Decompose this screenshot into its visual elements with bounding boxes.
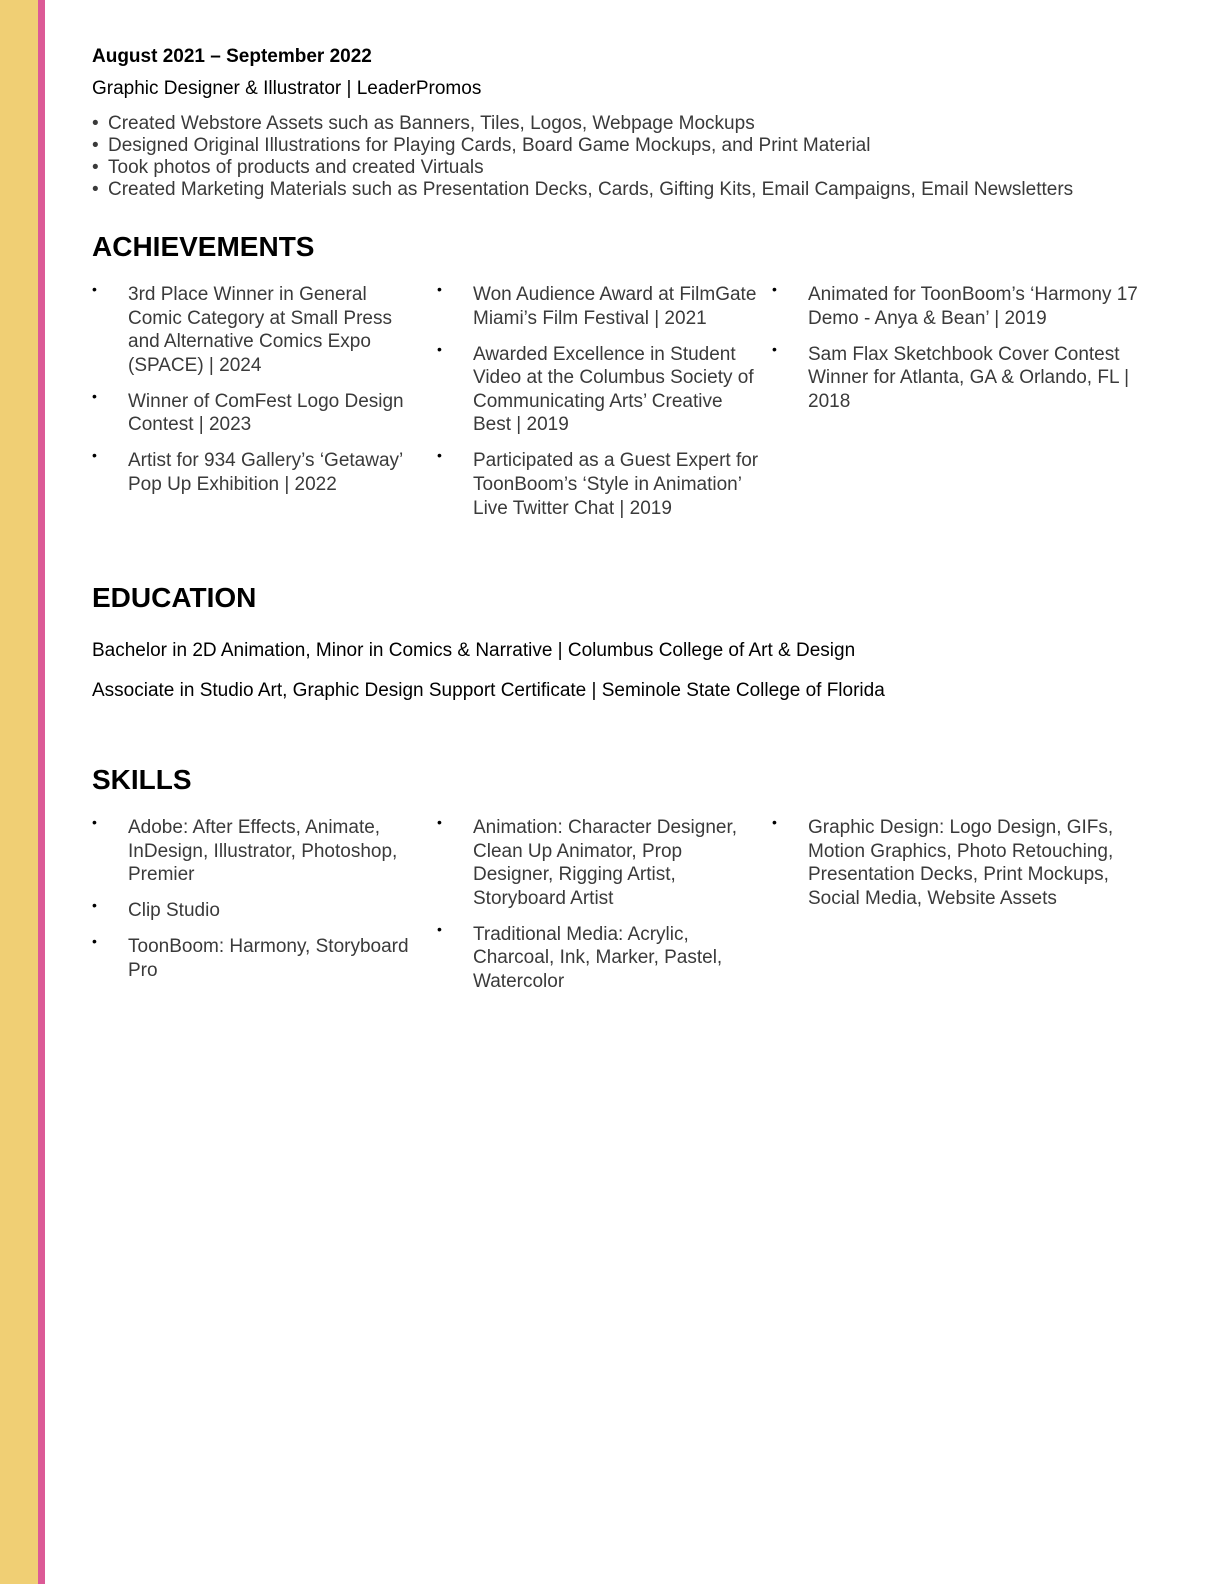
job-bullet: • Took photos of products and created Virtuals xyxy=(92,157,1073,179)
skill-item: • Graphic Design: Logo Design, GIFs, Motion Graphics, Photo Retouching, Presentation Decks, Print Mockups, Social Media, Website Assets xyxy=(772,816,1144,910)
achievement-item: • Winner of ComFest Logo Design Contest | 2023 xyxy=(92,390,422,437)
skill-item: • ToonBoom: Harmony, Storyboard Pro xyxy=(92,935,427,982)
education-entry: Bachelor in 2D Animation, Minor in Comics & Narrative | Columbus College of Art & Design xyxy=(92,640,856,661)
skills-column-2 xyxy=(437,816,762,1006)
job-bullet: • Created Marketing Materials such as Presentation Decks, Cards, Gifting Kits, Email Campaigns, Email Newsletters xyxy=(92,179,1073,201)
skill-item: • Adobe: After Effects, Animate, InDesign, Illustrator, Photoshop, Premier xyxy=(92,816,427,887)
left-decorative-bar xyxy=(0,0,38,1584)
skill-item: • Clip Studio xyxy=(92,899,427,923)
achievement-item: • 3rd Place Winner in General Comic Category at Small Press and Alternative Comics Expo (SPACE) | 2024 xyxy=(92,283,422,377)
achievements-column-2 xyxy=(437,283,762,533)
achievement-item: • Artist for 934 Gallery’s ‘Getaway’ Pop Up Exhibition | 2022 xyxy=(92,449,422,496)
achievement-item: • Animated for ToonBoom’s ‘Harmony 17 Demo - Anya & Bean’ | 2019 xyxy=(772,283,1144,330)
achievements-column-1 xyxy=(92,283,422,509)
job-role: Graphic Designer & Illustrator | LeaderPromos xyxy=(92,78,482,99)
education-entry: Associate in Studio Art, Graphic Design Support Certificate | Seminole State College of Florida xyxy=(92,680,885,701)
achievements-column-3 xyxy=(772,283,1144,426)
job-bullet: • Created Webstore Assets such as Banners, Tiles, Logos, Webpage Mockups xyxy=(92,113,1073,135)
left-accent-stripe xyxy=(38,0,45,1584)
achievement-item: • Sam Flax Sketchbook Cover Contest Winner for Atlanta, GA & Orlando, FL | 2018 xyxy=(772,343,1144,414)
skills-column-3 xyxy=(772,816,1144,923)
skill-item: • Traditional Media: Acrylic, Charcoal, Ink, Marker, Pastel, Watercolor xyxy=(437,923,762,994)
skill-item: • Animation: Character Designer, Clean Up Animator, Prop Designer, Rigging Artist, Storyboard Artist xyxy=(437,816,762,910)
job-dates: August 2021 – September 2022 xyxy=(92,46,372,67)
skills-heading: SKILLS xyxy=(92,764,192,795)
achievement-item: • Won Audience Award at FilmGate Miami’s Film Festival | 2021 xyxy=(437,283,762,330)
achievements-heading: ACHIEVEMENTS xyxy=(92,231,315,262)
job-bullet: • Designed Original Illustrations for Playing Cards, Board Game Mockups, and Print Material xyxy=(92,135,1073,157)
achievement-item: • Participated as a Guest Expert for ToonBoom’s ‘Style in Animation’ Live Twitter Chat | 2019 xyxy=(437,449,762,520)
achievement-item: • Awarded Excellence in Student Video at the Columbus Society of Communicating Arts’ Creative Best | 2019 xyxy=(437,343,762,437)
skills-column-1 xyxy=(92,816,427,995)
education-heading: EDUCATION xyxy=(92,582,257,613)
job-responsibilities xyxy=(92,113,1073,201)
